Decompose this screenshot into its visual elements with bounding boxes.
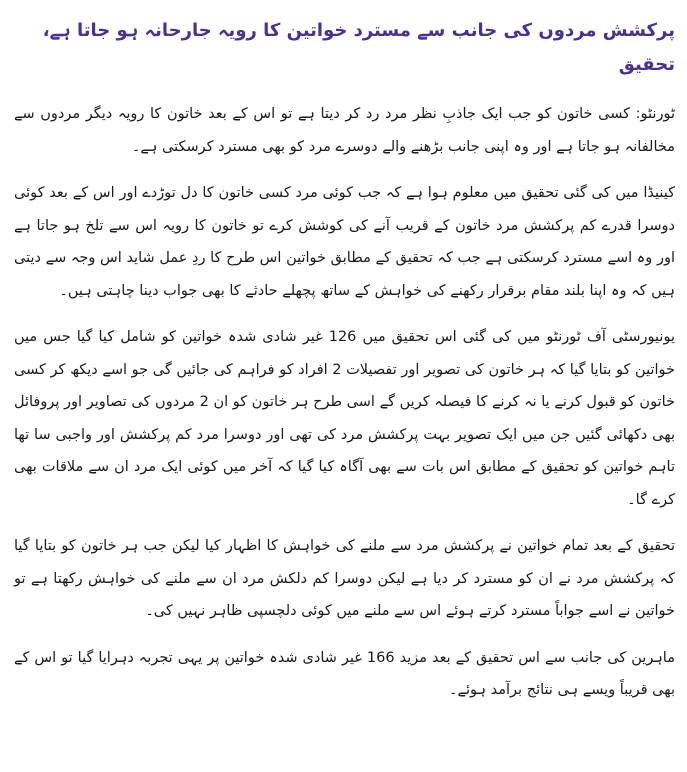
article-paragraph-1: ٹورنٹو: کسی خاتون کو جب ایک جاذبِ نظر مرد رد کر دیتا ہے تو اس کے بعد خاتون کا رویہ دیگر مردوں سے مخالفانہ ہو جاتا ہے اور وہ اپنی جانب بڑھنے والے دوسرے مرد کو بھی مسترد کرسکتی ہے۔ [14,106,675,155]
article-paragraph-5: ماہرین کی جانب سے اس تحقیق کے بعد مزید 166 غیر شادی شدہ خواتین پر یہی تجربہ دہرایا گیا تو اس کے بھی قریباً ویسے ہی نتائج برآمد ہوئے۔ [14,649,675,698]
article-paragraph-4: تحقیق کے بعد تمام خواتین نے پرکشش مرد سے ملنے کی خواہش کا اظہار کیا لیکن جب ہر خاتون کو بتایا گیا کہ پرکشش مرد نے ان کو مسترد کر دیا ہے لیکن دوسرا کم دلکش مرد ان سے ملنے کی خواہش رکھتا ہے تو خواتین نے اسے جواباً مسترد کرتے ہوئے اس سے ملنے میں کوئی دلچسپی ظاہر نہیں کی۔ [14,538,675,619]
article-title: پرکشش مردوں کی جانب سے مسترد خواتین کا رویہ جارحانہ ہو جاتا ہے، تحقیق [42,20,675,75]
article-paragraph-2: کینیڈا میں کی گئی تحقیق میں معلوم ہوا ہے کہ جب کوئی مرد کسی خاتون کا دل توڑدے اور اس کے بعد کوئی دوسرا قدرے کم پرکشش مرد خاتون کے قریب آنے کی کوشش کرے تو خاتون کا رویہ اس سے تلخ ہو جاتا ہے اور وہ اسے مسترد کرسکتی ہے جب کہ تحقیق کے مطابق خواتین اس طرح کا ردِ عمل شاید اس وجہ سے دیتی ہیں کہ وہ اپنا بلند مقام برقرار رکھنے کی خواہش کے ساتھ پچھلے حادثے کا بھی جواب دینا چاہتی ہیں۔ [14,185,675,299]
article-paragraph-3: یونیورسٹی آف ٹورنٹو میں کی گئی اس تحقیق میں 126 غیر شادی شدہ خواتین کو شامل کیا گیا جس میں خواتین کو بتایا گیا کہ ہر خاتون کی تصویر اور تفصیلات 2 افراد کو فراہم کی جائیں گی جو اسے دیکھ کر کسی خاتون کو قبول کرنے یا نہ کرنے کا فیصلہ کریں گے اسی طرح ہر خاتون کو ان 2 مردوں کی تصاویر اور پروفائل بھی دکھائی گئیں جن میں ایک تصویر بہت پرکشش مرد کی تھی اور دوسرا مرد کم پرکشش اور واجبی سا تھا تاہم خواتین کو تحقیق کے مطابق اس بات سے بھی آگاہ کیا گیا کہ آخر میں کوئی ایک مرد ان سے ملاقات بھی کرے گا۔ [14,329,675,508]
